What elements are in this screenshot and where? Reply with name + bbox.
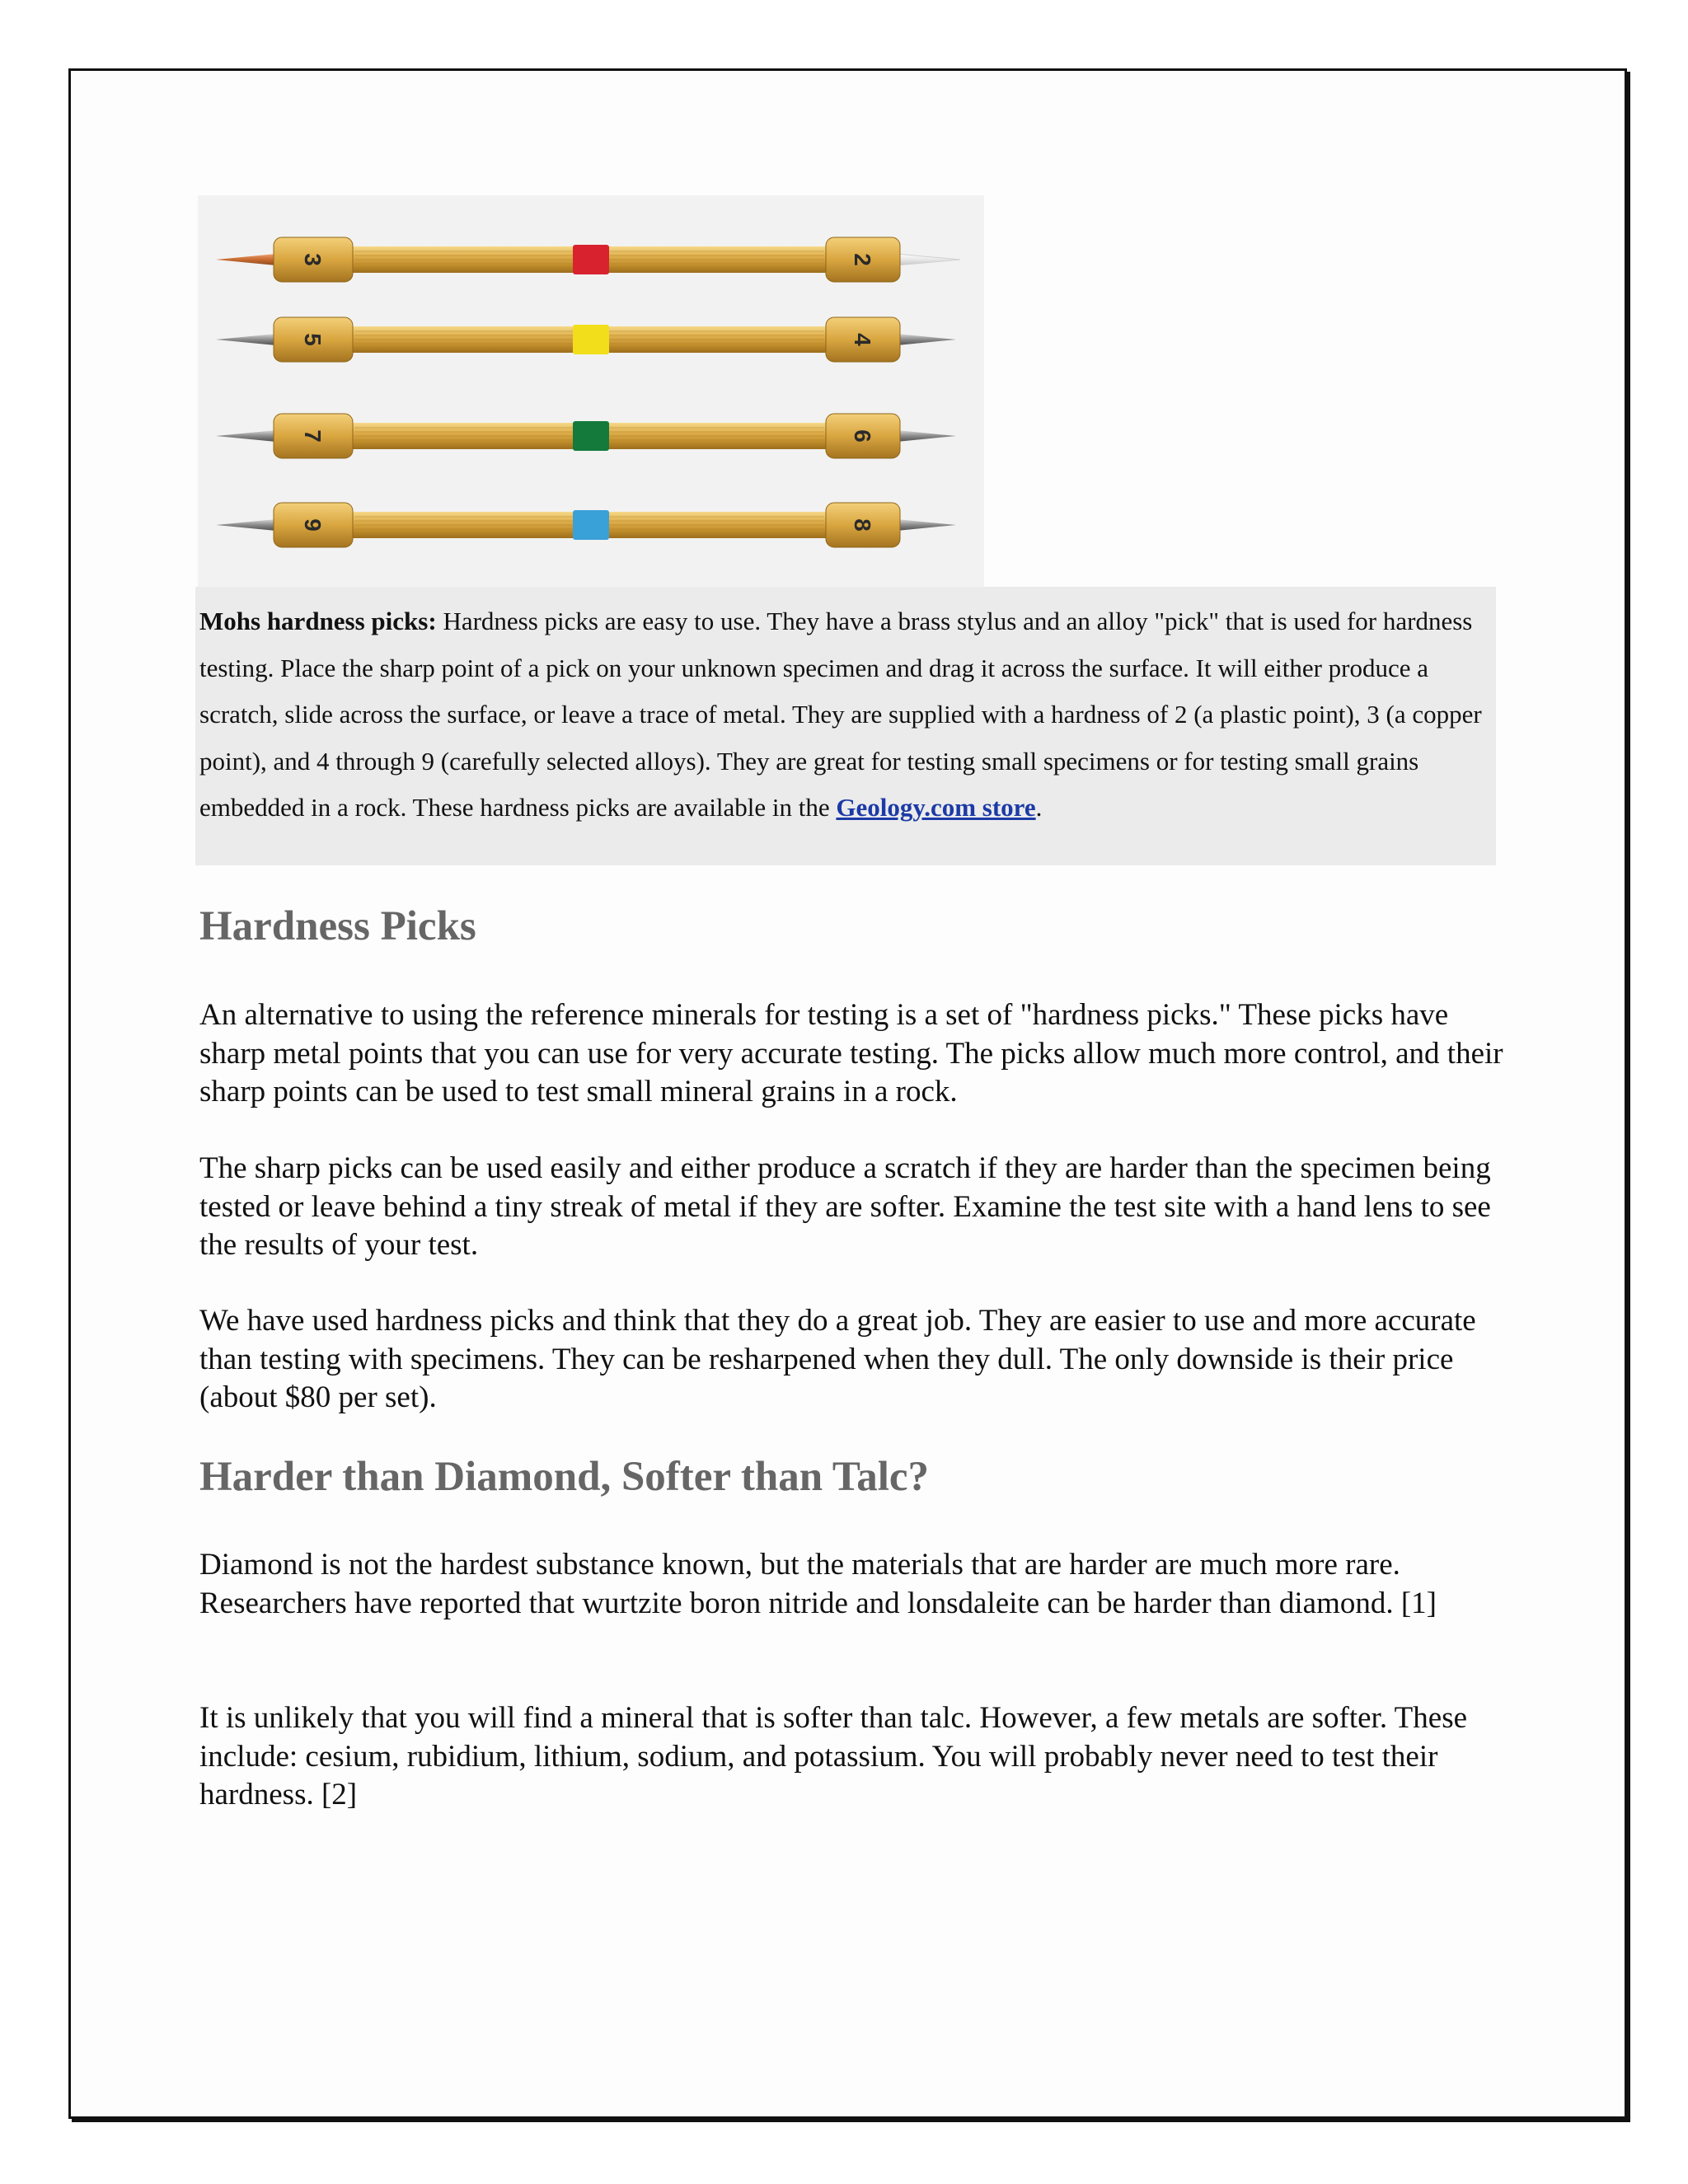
pick-right-tip bbox=[897, 519, 956, 531]
pick-left-tip bbox=[216, 254, 276, 265]
pick-right-number: 2 bbox=[850, 253, 875, 266]
pick-left-number: 7 bbox=[300, 429, 326, 443]
paragraph-diamond: Diamond is not the hardest substance known, but the materials that are harder are much more rare. Researchers have reported that wurtzite boron nitride and lonsdaleite can be harder than diamond. [1] bbox=[199, 1548, 1437, 1620]
pick-right-tip bbox=[897, 334, 956, 345]
pick-right-number: 6 bbox=[850, 429, 875, 443]
pick-right-tip bbox=[897, 254, 960, 265]
pick-color-band bbox=[573, 510, 609, 540]
hardness-pick bbox=[216, 414, 956, 458]
pick-left-number: 5 bbox=[300, 333, 326, 346]
pick-right-number: 8 bbox=[850, 518, 875, 532]
section-heading-diamond-talc: Harder than Diamond, Softer than Talc? bbox=[199, 1454, 930, 1500]
caption-text: Hardness picks are easy to use. They have a brass stylus and an alloy "pick" that is used for hardness testing. Place the sharp point of a pick on your unknown specimen and drag it across the surface. It will either produce a scratch, slide across the surface, or leave a trace of metal. They are supplied with a hardness of 2 (a plastic point), 3 (a copper point), and 4 through 9 (carefully selected alloys). They are great for testing small specimens or for testing small grains embedded in a rock. These hardness picks are available in the bbox=[199, 607, 1482, 822]
paragraph-alternative: An alternative to using the reference minerals for testing is a set of "hardness picks." These picks have sharp metal points that you can use for very accurate testing. The picks allow much more control, and their sharp points can be used to test small mineral grains in a rock. bbox=[199, 998, 1503, 1108]
hardness-picks-illustration bbox=[198, 195, 984, 588]
hardness-pick bbox=[216, 317, 956, 362]
hardness-pick bbox=[216, 503, 956, 547]
pick-color-band bbox=[573, 245, 609, 274]
paragraph-sharp-picks: The sharp picks can be used easily and either produce a scratch if they are harder than the specimen being tested or leave behind a tiny streak of metal if they are softer. Examine the test site with a hand lens to see the results of your test. bbox=[199, 1151, 1491, 1262]
caption-end: . bbox=[1035, 793, 1043, 822]
figure-caption bbox=[195, 587, 1496, 865]
caption-title: Mohs hardness picks: bbox=[199, 607, 437, 635]
pick-color-band bbox=[573, 421, 609, 451]
pick-left-number: 3 bbox=[300, 253, 326, 266]
paragraph-price: We have used hardness picks and think that they do a great job. They are easier to use and more accurate than testing with specimens. They can be resharpened when they dull. The only downside is their price (about $80 per set). bbox=[199, 1304, 1476, 1414]
section-heading-hardness-picks: Hardness Picks bbox=[199, 903, 476, 949]
pick-color-band bbox=[573, 325, 609, 354]
pick-right-tip bbox=[897, 430, 956, 442]
pick-left-tip bbox=[216, 519, 276, 531]
pick-left-tip bbox=[216, 430, 276, 442]
hardness-pick bbox=[216, 237, 960, 282]
geology-store-link[interactable]: Geology.com store bbox=[836, 793, 1036, 822]
hardness-picks-photo bbox=[198, 195, 984, 588]
pick-right-number: 4 bbox=[850, 333, 875, 346]
pick-left-number: 9 bbox=[300, 518, 326, 532]
paragraph-talc: It is unlikely that you will find a mineral that is softer than talc. However, a few metals are softer. These include: cesium, rubidium, lithium, sodium, and potassium. You will probably never need to test their hardness. [2] bbox=[199, 1701, 1468, 1811]
pick-left-tip bbox=[216, 334, 276, 345]
